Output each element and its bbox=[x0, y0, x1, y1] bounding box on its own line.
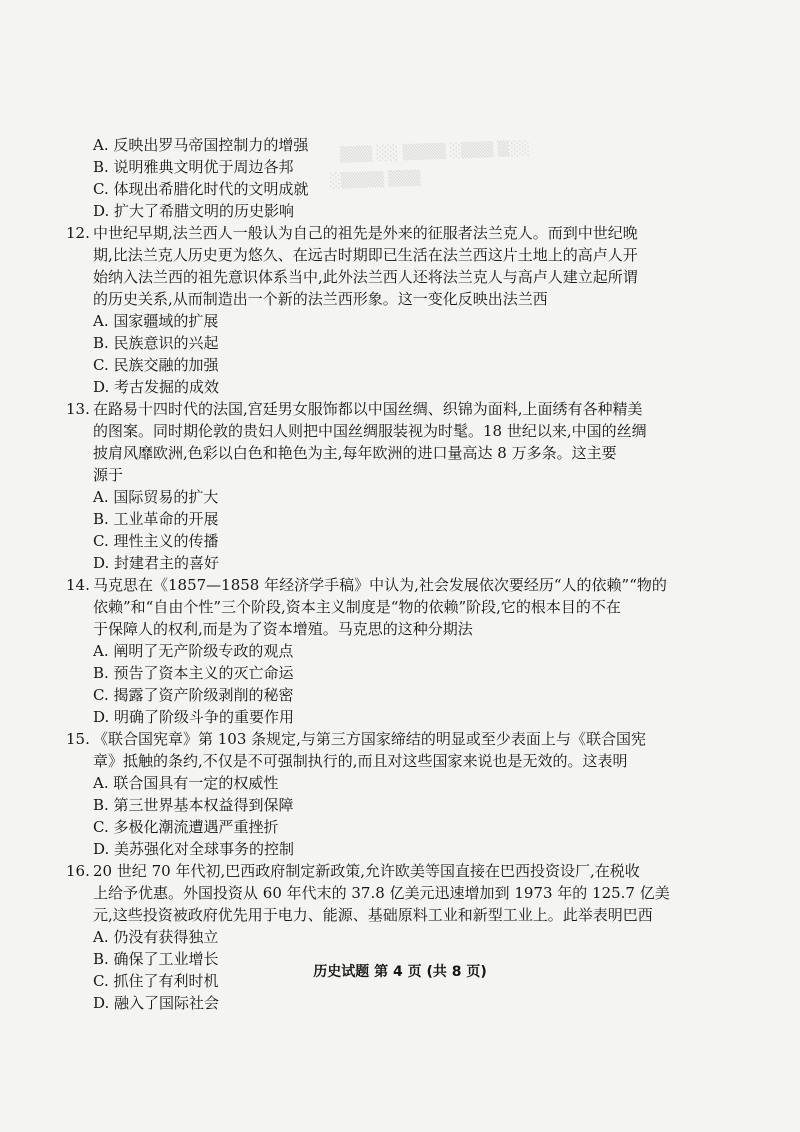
option-a: A. 国际贸易的扩大 bbox=[93, 488, 219, 506]
option-d: D. 美苏强化对全球事务的控制 bbox=[93, 840, 295, 858]
question-text: 章》抵触的条约,不仅是不可强制执行的,而且对这些国家来说也是无效的。这表明 bbox=[93, 752, 628, 770]
option-a: A. 国家疆域的扩展 bbox=[93, 312, 219, 330]
option-a: A. 仍没有获得独立 bbox=[93, 928, 219, 946]
option: B. 说明雅典文明优于周边各邦 bbox=[93, 158, 294, 176]
question-number: 12. bbox=[66, 224, 90, 242]
show-through-ghost: ▒▒▒ ░░ ▒▒▒▒ ░▒▒▒ ▒░░ bbox=[339, 140, 531, 164]
question-12 bbox=[66, 222, 673, 398]
carryover-options bbox=[93, 134, 673, 222]
question-text: 元,这些投资被政府优先用于电力、能源、基础原料工业和新型工业上。此举表明巴西 bbox=[93, 906, 653, 924]
question-number: 14. bbox=[66, 576, 90, 594]
question-number: 16. bbox=[66, 862, 90, 880]
option-c: C. 抓住了有利时机 bbox=[93, 972, 219, 990]
page-footer: 历史试题 第 4 页 (共 8 页) bbox=[313, 964, 487, 980]
question-text: 的图案。同时期伦敦的贵妇人则把中国丝绸服装视为时髦。18 世纪以来,中国的丝绸 bbox=[93, 422, 647, 440]
option-b: B. 工业革命的开展 bbox=[93, 510, 219, 528]
option-b: B. 确保了工业增长 bbox=[93, 950, 219, 968]
question-text: 上给予优惠。外国投资从 60 年代末的 37.8 亿美元迅速增加到 1973 年的 125.7 亿美 bbox=[93, 884, 670, 902]
option-d: D. 考古发掘的成效 bbox=[93, 378, 220, 396]
show-through-ghost: ░▒▒▒▒ ▒▒▒ bbox=[329, 170, 421, 190]
question-text: 期,比法兰克人历史更为悠久、在远古时期即已生活在法兰西这片土地上的高卢人开 bbox=[93, 246, 638, 264]
question-text: 《联合国宪章》第 103 条规定,与第三方国家缔结的明显或至少表面上与《联合国宪 bbox=[93, 730, 646, 748]
option: C. 体现出希腊化时代的文明成就 bbox=[93, 180, 309, 198]
question-13 bbox=[66, 398, 673, 574]
option-c: C. 理性主义的传播 bbox=[93, 532, 219, 550]
question-16 bbox=[66, 860, 673, 1014]
option-d: D. 封建君主的喜好 bbox=[93, 554, 220, 572]
option-d: D. 融入了国际社会 bbox=[93, 994, 220, 1012]
question-number: 15. bbox=[66, 730, 90, 748]
option-b: B. 民族意识的兴起 bbox=[93, 334, 219, 352]
option-a: A. 阐明了无产阶级专政的观点 bbox=[93, 642, 294, 660]
question-text: 马克思在《1857—1858 年经济学手稿》中认为,社会发展依次要经历“人的依赖”“物的 bbox=[93, 576, 667, 594]
option-b: B. 预告了资本主义的灭亡命运 bbox=[93, 664, 294, 682]
question-text: 中世纪早期,法兰西人一般认为自己的祖先是外来的征服者法兰克人。而到中世纪晚 bbox=[93, 224, 638, 242]
question-15 bbox=[66, 728, 673, 860]
option-b: B. 第三世界基本权益得到保障 bbox=[93, 796, 294, 814]
option-c: C. 民族交融的加强 bbox=[93, 356, 219, 374]
question-text: 于保障人的权利,而是为了资本增殖。马克思的这种分期法 bbox=[93, 620, 473, 638]
option-d: D. 明确了阶级斗争的重要作用 bbox=[93, 708, 295, 726]
question-text: 的历史关系,从而制造出一个新的法兰西形象。这一变化反映出法兰西 bbox=[93, 290, 548, 308]
question-text: 披肩风靡欧洲,色彩以白色和艳色为主,每年欧洲的进口量高达 8 万多条。这主要 bbox=[93, 444, 617, 462]
question-text: 源于 bbox=[93, 466, 124, 484]
question-text: 20 世纪 70 年代初,巴西政府制定新政策,允许欧美等国直接在巴西投资设厂,在税收 bbox=[93, 862, 640, 880]
question-number: 13. bbox=[66, 400, 90, 418]
question-text: 在路易十四时代的法国,宫廷男女服饰都以中国丝绸、织锦为面料,上面绣有各种精美 bbox=[93, 400, 643, 418]
option-a: A. 联合国具有一定的权威性 bbox=[93, 774, 279, 792]
option-c: C. 揭露了资产阶级剥削的秘密 bbox=[93, 686, 294, 704]
question-text: 依赖”和“自由个性”三个阶段,资本主义制度是“物的依赖”阶段,它的根本目的不在 bbox=[93, 598, 621, 616]
option: A. 反映出罗马帝国控制力的增强 bbox=[93, 136, 309, 154]
option-c: C. 多极化潮流遭遇严重挫折 bbox=[93, 818, 279, 836]
question-14 bbox=[66, 574, 673, 728]
option: D. 扩大了希腊文明的历史影响 bbox=[93, 202, 295, 220]
question-text: 始纳入法兰西的祖先意识体系当中,此外法兰西人还将法兰克人与高卢人建立起所谓 bbox=[93, 268, 638, 286]
